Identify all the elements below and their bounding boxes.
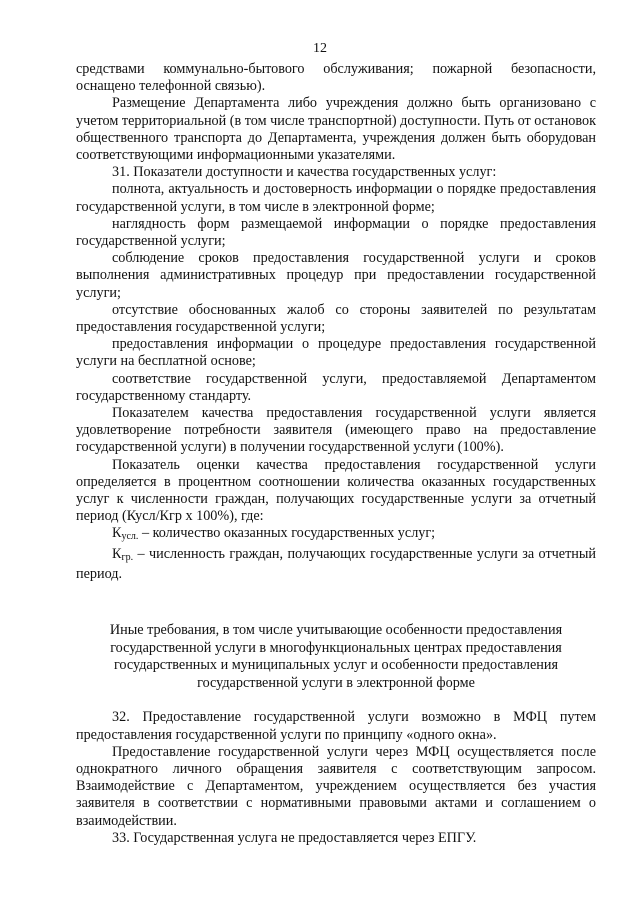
spacer	[76, 583, 596, 622]
paragraph: средствами коммунально-бытового обслуживания; пожарной безопасности, оснащено телефонной связью).	[76, 61, 596, 95]
variable-symbol: К	[112, 525, 122, 542]
document-body	[76, 61, 596, 847]
paragraph: соответствие государственной услуги, предоставляемой Департаментом государственному стандарту.	[76, 370, 596, 404]
paragraph: Предоставление государственной услуги через МФЦ осуществляется после однократного личного обращения заявителя с соответствующим запросом. Взаимодействие с Департаментом, учреждением осуществляется без участия заявителя в соответствии с нормативными правовыми актами и соглашением о взаимодействии.	[76, 743, 596, 829]
variable-definition-services	[76, 525, 596, 545]
variable-subscript: гр.	[121, 551, 134, 563]
paragraph: Показателем качества предоставления государственной услуги является удовлетворение потребности заявителя (имеющего право на предоставление государственной услуги) в получении государственной услуги (100%).	[76, 405, 596, 456]
paragraph: предоставления информации о процедуре предоставления государственной услуги на бесплатной основе;	[76, 336, 596, 370]
variable-subscript: усл.	[121, 531, 139, 543]
paragraph: отсутствие обоснованных жалоб со стороны заявителей по результатам предоставления государственной услуги;	[76, 301, 596, 336]
spacer	[76, 692, 596, 709]
variable-symbol: К	[112, 545, 122, 562]
paragraph: 31. Показатели доступности и качества государственных услуг:	[112, 164, 497, 181]
paragraph: 32. Предоставление государственной услуги возможно в МФЦ путем предоставления государственной услуги по принципу «одного окна».	[76, 709, 596, 743]
paragraph: Размещение Департамента либо учреждения должно быть организовано с учетом территориальной (в том числе транспортной) доступности. Путь от остановок общественного транспорта до Департамента, учреждения должен быть оборудован соответствующими информационными указателями.	[76, 95, 596, 164]
variable-text: – количество оказанных государственных услуг;	[138, 525, 436, 542]
section-title: Иные требования, в том числе учитывающие особенности предоставления государственной услуги в многофункциональных центрах предоставления государственных и муниципальных услуг и особенности предоставления государственной услуги в электронной форме	[109, 622, 563, 691]
variable-definition-citizens	[76, 546, 596, 583]
paragraph: 33. Государственная услуга не предоставляется через ЕПГУ.	[112, 829, 477, 846]
paragraph: полнота, актуальность и достоверность информации о порядке предоставления государственной услуги, в том числе в электронной форме;	[76, 181, 596, 215]
variable-text: – численность граждан, получающих государственные услуги за отчетный период.	[76, 545, 596, 582]
page-number: 12	[313, 41, 327, 56]
paragraph: соблюдение сроков предоставления государственной услуги и сроков выполнения административных процедур при предоставлении государственной услуги;	[76, 250, 596, 301]
paragraph: Показатель оценки качества предоставления государственной услуги определяется в процентном соотношении количества оказанных государственных услуг к численности граждан, получающих государственные услуги за отчетный период (Кусл/Кгр х 100%), где:	[76, 456, 596, 525]
paragraph: наглядность форм размещаемой информации о порядке предоставления государственной услуги;	[76, 215, 596, 250]
